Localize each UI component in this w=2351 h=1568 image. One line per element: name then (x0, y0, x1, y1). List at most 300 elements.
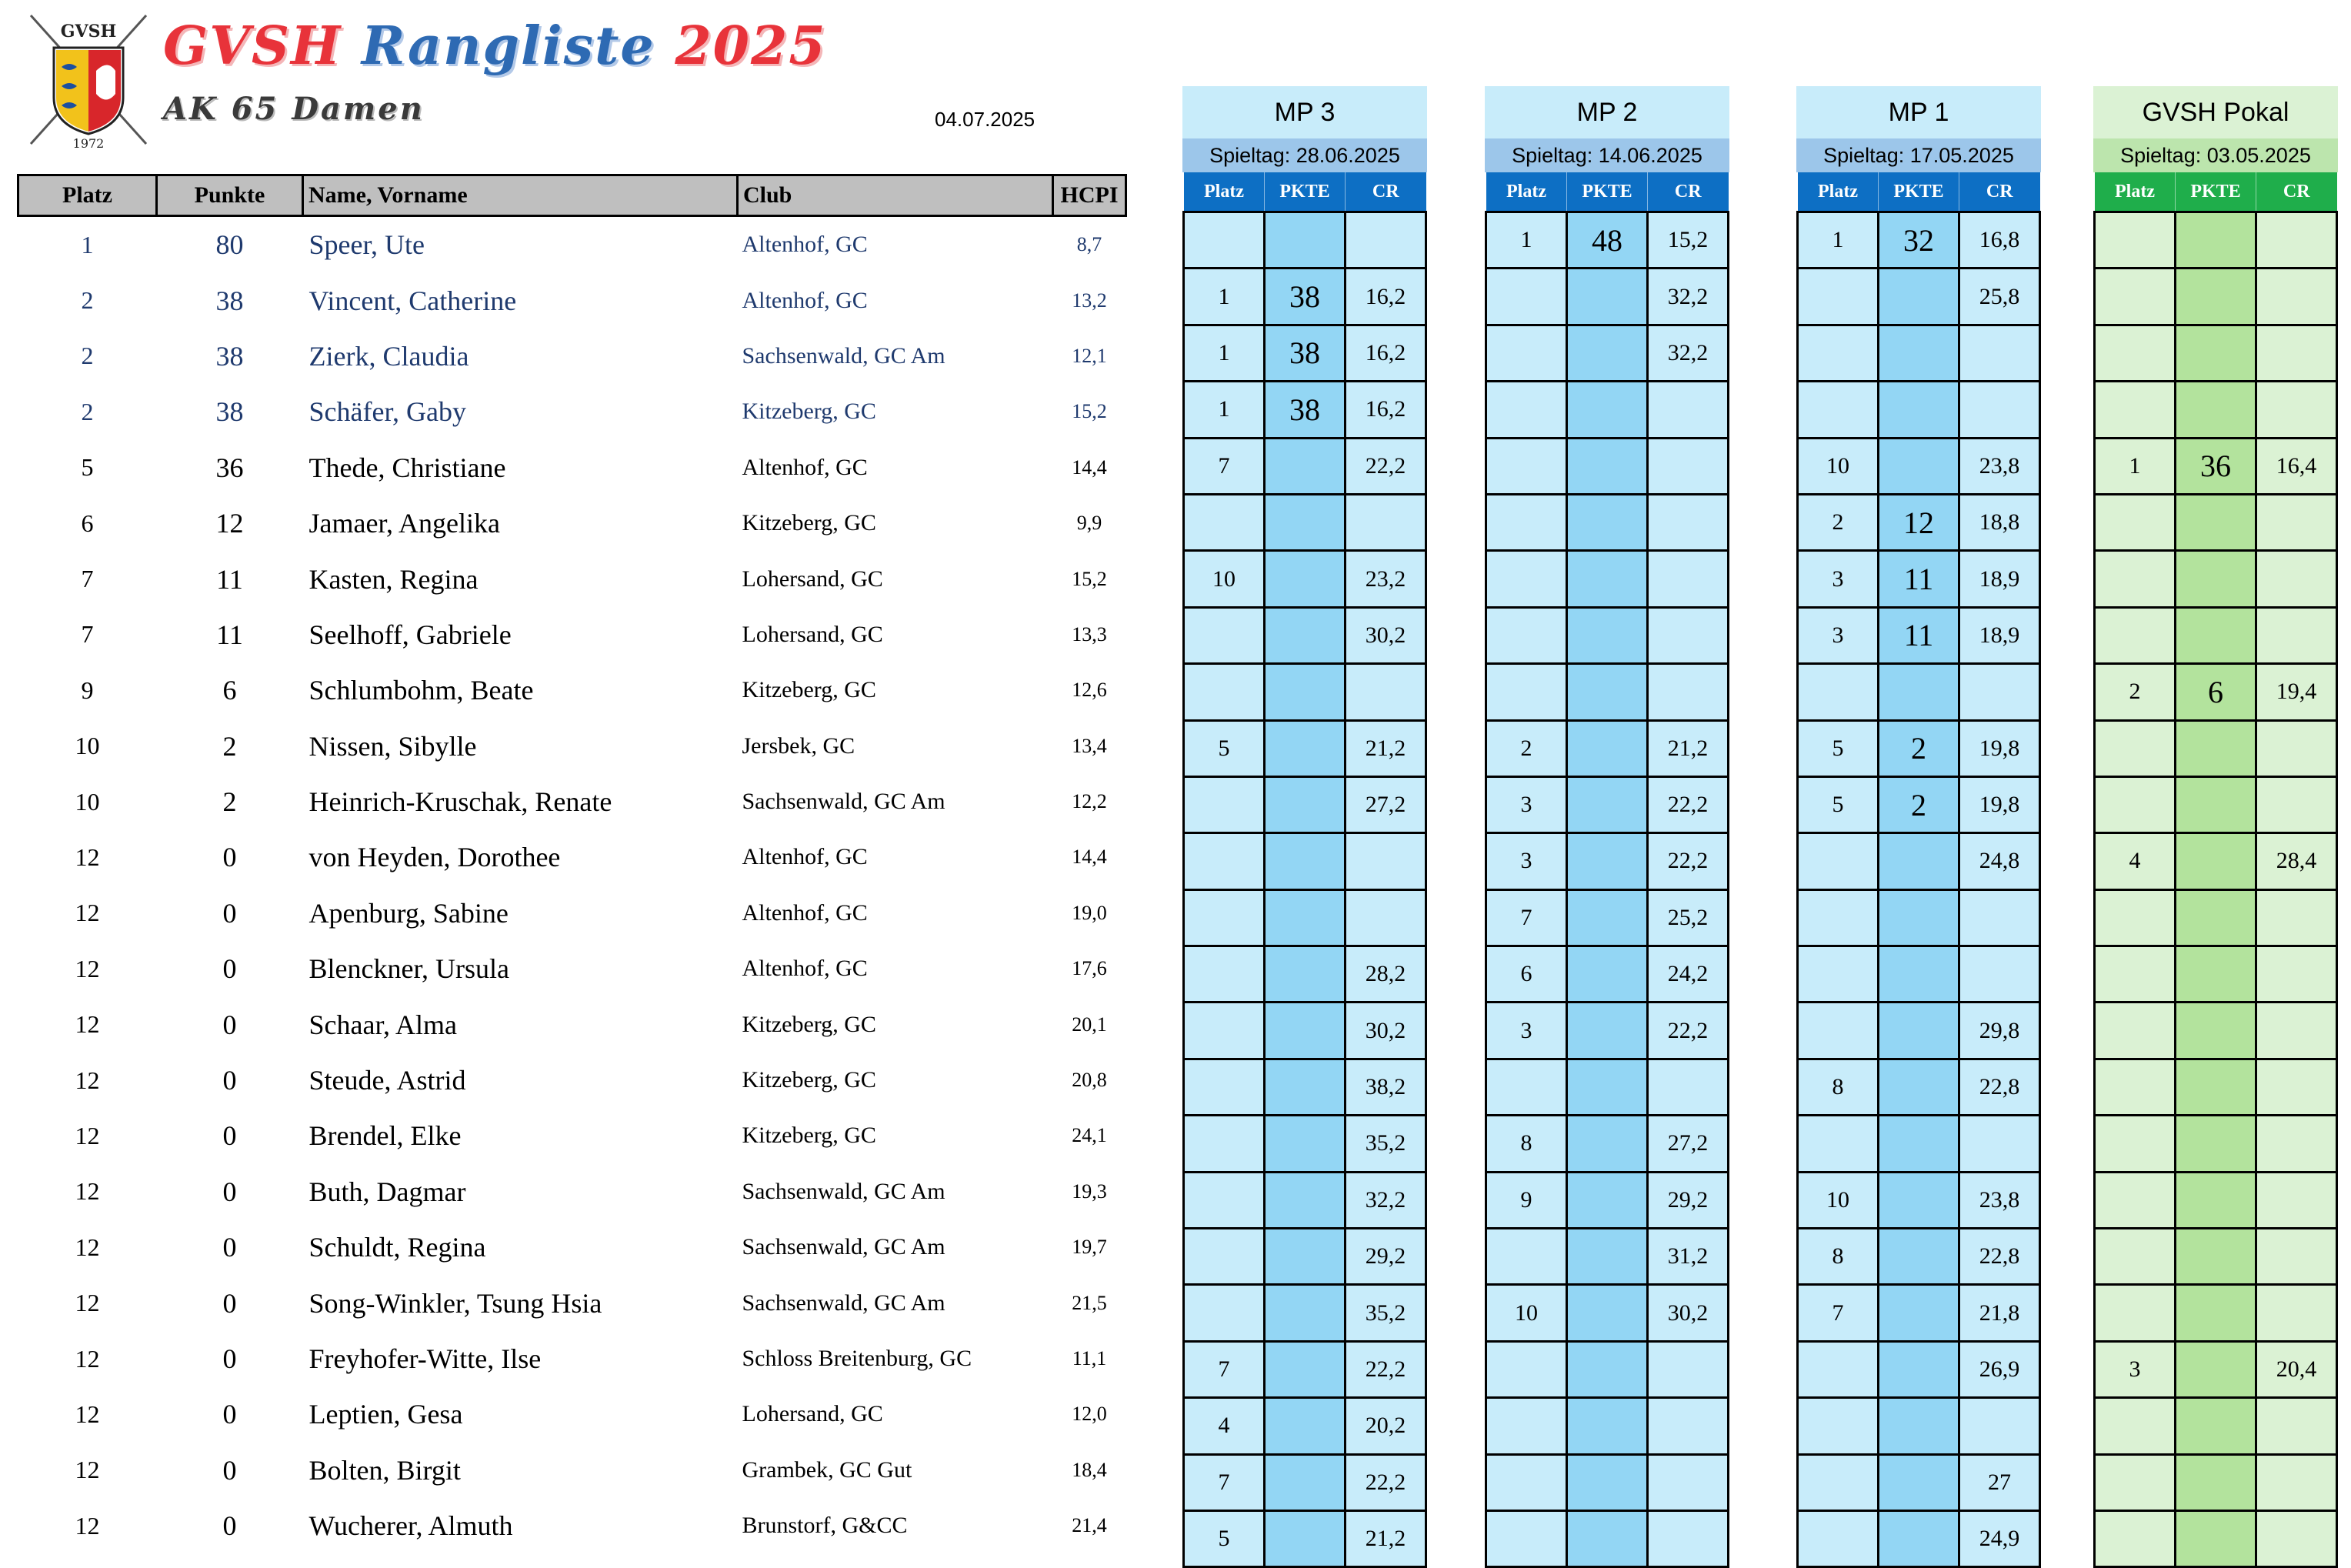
tournament-col-header-row (1184, 172, 1426, 212)
cell-cr (2256, 1454, 2337, 1510)
cell-cr (1959, 664, 2040, 720)
cell-cr: 18,9 (1959, 551, 2040, 607)
cell-pkte (1879, 325, 1959, 381)
cell-hcpi: 13,3 (1072, 622, 1107, 646)
cell-pkte (2176, 889, 2256, 946)
tournament-spieltag: Spieltag: 28.06.2025 (1182, 138, 1427, 172)
tournament-row (1184, 1003, 1426, 1059)
cell-pkte (2176, 1116, 2256, 1172)
cell-punkte: 0 (222, 1510, 237, 1542)
cell-pkte (1265, 946, 1346, 1003)
tournament-row (2095, 1285, 2337, 1341)
cell-name: Seelhoff, Gabriele (308, 619, 512, 650)
cell-platz: 2 (2095, 664, 2176, 720)
cell-pkte: 12 (1879, 494, 1959, 550)
cell-platz: 12 (75, 1121, 100, 1149)
cell-cr (2256, 382, 2337, 438)
cell-platz (1486, 1398, 1567, 1454)
ranking-row (18, 996, 1126, 1052)
tournament-spieltag: Spieltag: 14.06.2025 (1485, 138, 1729, 172)
tournament-row (2095, 889, 2337, 946)
cell-platz: 10 (1798, 438, 1879, 494)
cell-cr: 29,8 (1959, 1003, 2040, 1059)
cell-platz (1798, 1454, 1879, 1510)
cell-platz: 7 (1184, 438, 1265, 494)
cell-pkte (2176, 1454, 2256, 1510)
cell-pkte (1567, 1454, 1648, 1510)
cell-platz (1486, 1341, 1567, 1397)
tournament-row (1486, 664, 1729, 720)
cell-cr: 32,2 (1346, 1172, 1426, 1228)
tournament-row (1184, 1398, 1426, 1454)
cell-cr: 16,2 (1346, 269, 1426, 325)
cell-pkte (1265, 664, 1346, 720)
cell-platz (1798, 1510, 1879, 1566)
cell-punkte: 12 (215, 508, 244, 539)
cell-platz: 7 (81, 565, 94, 593)
ranking-row (18, 1219, 1126, 1275)
cell-pkte (2176, 1172, 2256, 1228)
cell-punkte: 0 (222, 1232, 237, 1263)
cell-platz (2095, 1510, 2176, 1566)
cell-name: Song-Winkler, Tsung Hsia (308, 1287, 602, 1319)
ranking-row (18, 216, 1126, 273)
page-subtitle: AK 65 Damen (163, 91, 425, 127)
cell-punkte: 0 (222, 842, 237, 873)
ranking-header-row (18, 175, 1126, 216)
cell-cr: 24,9 (1959, 1510, 2040, 1566)
cell-cr (1648, 1454, 1729, 1510)
cell-platz: 7 (1798, 1285, 1879, 1341)
cell-platz: 12 (75, 1177, 100, 1206)
cell-platz (2095, 1229, 2176, 1285)
cell-pkte: 11 (1879, 607, 1959, 663)
logo-text: GVSH (60, 22, 117, 42)
ranking-row (18, 551, 1126, 606)
cell-cr: 23,8 (1959, 1172, 2040, 1228)
col-header-cr: CR (2256, 172, 2337, 212)
cell-cr (2256, 1003, 2337, 1059)
cell-pkte (1567, 776, 1648, 832)
cell-cr: 31,2 (1648, 1229, 1729, 1285)
tournament-row (1486, 212, 1729, 269)
cell-pkte (1879, 1398, 1959, 1454)
cell-pkte (1265, 889, 1346, 946)
cell-club: Altenhof, GC (742, 287, 868, 313)
tournament-row (1486, 776, 1729, 832)
tournament-row (1486, 1341, 1729, 1397)
cell-cr (2256, 1116, 2337, 1172)
cell-pkte (1567, 1510, 1648, 1566)
col-header-cr: CR (1648, 172, 1729, 212)
cell-platz (1486, 382, 1567, 438)
tournament-row (2095, 1172, 2337, 1228)
tournament-row (1184, 438, 1426, 494)
tournament-row (2095, 946, 2337, 1003)
cell-pkte (2176, 1003, 2256, 1059)
cell-platz: 2 (81, 342, 94, 370)
cell-platz (1486, 494, 1567, 550)
cell-hcpi: 18,4 (1072, 1458, 1107, 1481)
tournament-row (1798, 1454, 2040, 1510)
cell-cr: 16,2 (1346, 325, 1426, 381)
cell-pkte (1567, 607, 1648, 663)
cell-name: Zierk, Claudia (308, 340, 469, 372)
cell-pkte (2176, 720, 2256, 776)
tournament-row (1486, 946, 1729, 1003)
cell-pkte (1879, 664, 1959, 720)
cell-platz: 2 (81, 397, 94, 425)
cell-pkte (1567, 664, 1648, 720)
cell-punkte: 0 (222, 953, 237, 985)
cell-pkte (2176, 1398, 2256, 1454)
tournament-row (1184, 889, 1426, 946)
col-header-pkte: PKTE (1265, 172, 1346, 212)
cell-pkte (1567, 1003, 1648, 1059)
col-header-platz: Platz (1798, 172, 1879, 212)
tournament-row (1486, 269, 1729, 325)
cell-cr (2256, 607, 2337, 663)
cell-pkte (1567, 438, 1648, 494)
ranking-row (18, 886, 1126, 941)
cell-platz: 10 (1184, 551, 1265, 607)
cell-platz (2095, 1285, 2176, 1341)
tournament-row (1486, 889, 1729, 946)
cell-cr: 28,2 (1346, 946, 1426, 1003)
cell-pkte: 38 (1265, 269, 1346, 325)
cell-platz: 12 (75, 1066, 100, 1094)
cell-pkte (2176, 833, 2256, 889)
cell-cr: 27,2 (1346, 776, 1426, 832)
cell-name: Schäfer, Gaby (308, 396, 466, 428)
tournament-row (1184, 269, 1426, 325)
cell-club: Altenhof, GC (742, 232, 868, 258)
cell-name: Heinrich-Kruschak, Renate (308, 786, 612, 818)
cell-pkte (1879, 269, 1959, 325)
cell-platz (1486, 664, 1567, 720)
cell-name: Bolten, Birgit (308, 1454, 461, 1486)
tournament-row (1486, 1398, 1729, 1454)
cell-pkte (2176, 494, 2256, 550)
cell-name: Apenburg, Sabine (308, 897, 509, 929)
tournament-row (1486, 720, 1729, 776)
tournament-row (1184, 1510, 1426, 1566)
cell-platz (1798, 1003, 1879, 1059)
cell-cr (1959, 889, 2040, 946)
cell-cr (2256, 325, 2337, 381)
cell-cr: 22,2 (1648, 833, 1729, 889)
cell-punkte: 38 (215, 285, 244, 316)
cell-platz (1486, 325, 1567, 381)
cell-pkte (1265, 776, 1346, 832)
cell-platz (1184, 1172, 1265, 1228)
col-header-pkte: PKTE (1567, 172, 1648, 212)
cell-pkte (1265, 1229, 1346, 1285)
cell-hcpi: 12,6 (1072, 679, 1107, 702)
cell-pkte (1879, 1285, 1959, 1341)
cell-pkte (2176, 382, 2256, 438)
cell-cr (2256, 946, 2337, 1003)
cell-punkte: 36 (215, 452, 244, 483)
cell-cr: 16,8 (1959, 212, 2040, 269)
tournament-name: MP 2 (1485, 86, 1729, 138)
ranking-row (18, 1108, 1126, 1163)
cell-pkte (1265, 212, 1346, 269)
cell-platz: 10 (75, 732, 100, 760)
tournament-row (1798, 1285, 2040, 1341)
title-part-year: 2025 (675, 15, 827, 77)
cell-hcpi: 15,2 (1072, 400, 1107, 423)
cell-pkte (1567, 325, 1648, 381)
cell-platz: 1 (2095, 438, 2176, 494)
cell-pkte (1879, 1341, 1959, 1397)
tournament-row (1184, 494, 1426, 550)
cell-platz: 12 (75, 842, 100, 871)
tournament-row (1486, 1510, 1729, 1566)
cell-punkte: 0 (222, 1176, 237, 1207)
tournament-row (1798, 1398, 2040, 1454)
tournament-row (2095, 1341, 2337, 1397)
cell-name: Brendel, Elke (308, 1120, 462, 1152)
tournament-row (1486, 438, 1729, 494)
tournament-row (1486, 551, 1729, 607)
cell-pkte (1567, 1172, 1648, 1228)
col-header-cr: CR (1346, 172, 1426, 212)
cell-name: Wucherer, Almuth (308, 1510, 513, 1542)
cell-platz (1798, 833, 1879, 889)
cell-name: Kasten, Regina (308, 563, 479, 595)
cell-hcpi: 21,5 (1072, 1291, 1107, 1314)
tournament-row (1184, 1454, 1426, 1510)
cell-cr (1346, 494, 1426, 550)
col-header-hcpi: HCPI (1053, 175, 1126, 216)
cell-pkte: 36 (2176, 438, 2256, 494)
cell-pkte (1879, 889, 1959, 946)
ranking-row (18, 440, 1126, 495)
cell-platz (1184, 776, 1265, 832)
tournament-results-table (1182, 172, 1427, 1568)
tournament-row (1798, 889, 2040, 946)
cell-pkte (1265, 551, 1346, 607)
tournament-row (2095, 269, 2337, 325)
cell-platz (2095, 382, 2176, 438)
cell-hcpi: 19,3 (1072, 1179, 1107, 1203)
ranking-row (18, 829, 1126, 885)
cell-pkte (2176, 1285, 2256, 1341)
cell-name: Steude, Astrid (308, 1065, 466, 1096)
cell-cr: 19,8 (1959, 776, 2040, 832)
cell-platz: 10 (1486, 1285, 1567, 1341)
tournament-panel-mp2 (1485, 86, 1729, 1568)
tournament-row (1184, 1059, 1426, 1115)
tournament-row (1184, 212, 1426, 269)
cell-cr: 20,4 (2256, 1341, 2337, 1397)
cell-pkte (1879, 382, 1959, 438)
cell-platz: 1 (1486, 212, 1567, 269)
cell-cr: 29,2 (1648, 1172, 1729, 1228)
tournament-row (1798, 494, 2040, 550)
cell-punkte: 0 (222, 1009, 237, 1040)
cell-platz (2095, 776, 2176, 832)
cell-punkte: 38 (215, 340, 244, 372)
cell-cr (1648, 382, 1729, 438)
cell-punkte: 0 (222, 1399, 237, 1430)
cell-platz: 10 (75, 787, 100, 816)
cell-platz (1798, 325, 1879, 381)
cell-platz: 1 (1798, 212, 1879, 269)
tournament-results-table (2093, 172, 2338, 1568)
logo-year: 1972 (72, 136, 105, 151)
cell-punkte: 2 (222, 786, 237, 818)
tournament-row (1798, 1172, 2040, 1228)
cell-platz: 8 (1798, 1229, 1879, 1285)
tournament-row (1184, 1341, 1426, 1397)
cell-cr (1346, 212, 1426, 269)
cell-platz: 3 (1486, 776, 1567, 832)
tournament-row (2095, 720, 2337, 776)
cell-platz: 1 (1184, 269, 1265, 325)
tournament-row (1798, 833, 2040, 889)
report-date: 04.07.2025 (935, 108, 1035, 131)
cell-cr: 27,2 (1648, 1116, 1729, 1172)
tournament-row (1184, 776, 1426, 832)
cell-cr: 23,8 (1959, 438, 2040, 494)
tournament-row (1798, 551, 2040, 607)
cell-cr (1959, 382, 2040, 438)
title-part-rangliste: Rangliste (361, 15, 655, 77)
cell-platz: 12 (75, 1400, 100, 1428)
cell-pkte (1265, 833, 1346, 889)
cell-platz (2095, 212, 2176, 269)
cell-cr: 22,2 (1648, 776, 1729, 832)
cell-platz: 5 (1184, 1510, 1265, 1566)
cell-pkte (1567, 494, 1648, 550)
ranking-row (18, 941, 1126, 996)
tournament-row (2095, 833, 2337, 889)
cell-cr: 19,4 (2256, 664, 2337, 720)
cell-platz (1486, 551, 1567, 607)
cell-pkte: 38 (1265, 325, 1346, 381)
cell-platz (1486, 438, 1567, 494)
ranking-row (18, 495, 1126, 551)
cell-platz: 7 (1184, 1341, 1265, 1397)
cell-pkte (1567, 382, 1648, 438)
cell-platz: 7 (1184, 1454, 1265, 1510)
cell-punkte: 0 (222, 1065, 237, 1096)
tournament-row (1486, 833, 1729, 889)
cell-cr: 16,4 (2256, 438, 2337, 494)
cell-pkte (2176, 551, 2256, 607)
cell-platz: 3 (2095, 1341, 2176, 1397)
cell-platz (1798, 1398, 1879, 1454)
tournament-results-table (1485, 172, 1729, 1568)
cell-cr: 38,2 (1346, 1059, 1426, 1115)
cell-platz (1184, 889, 1265, 946)
cell-platz: 12 (75, 1010, 100, 1039)
cell-cr (1346, 664, 1426, 720)
cell-cr: 35,2 (1346, 1285, 1426, 1341)
cell-cr (1959, 325, 2040, 381)
cell-pkte (1567, 1059, 1648, 1115)
cell-platz: 7 (1486, 889, 1567, 946)
tournament-row (1486, 1116, 1729, 1172)
tournament-row (1184, 833, 1426, 889)
cell-platz (1486, 1229, 1567, 1285)
cell-platz (1486, 1454, 1567, 1510)
cell-pkte (1879, 1510, 1959, 1566)
cell-pkte (2176, 946, 2256, 1003)
cell-pkte (1567, 720, 1648, 776)
cell-name: Blenckner, Ursula (308, 953, 509, 985)
cell-platz (1486, 269, 1567, 325)
tournament-row (1798, 1341, 2040, 1397)
ranking-row (18, 272, 1126, 328)
ranking-row (18, 1164, 1126, 1219)
tournament-row (2095, 607, 2337, 663)
cell-pkte (1879, 1059, 1959, 1115)
cell-platz: 1 (1184, 382, 1265, 438)
cell-pkte (1265, 1172, 1346, 1228)
cell-platz (1184, 212, 1265, 269)
cell-punkte: 0 (222, 1120, 237, 1152)
cell-pkte (1879, 833, 1959, 889)
cell-platz: 3 (1798, 607, 1879, 663)
cell-platz (1798, 889, 1879, 946)
ranking-table (17, 174, 1127, 1553)
ranking-row (18, 662, 1126, 718)
cell-club: Schloss Breitenburg, GC (742, 1346, 972, 1371)
cell-platz: 12 (75, 954, 100, 983)
cell-pkte (2176, 212, 2256, 269)
tournament-row (1798, 1059, 2040, 1115)
cell-club: Kitzeberg, GC (742, 399, 876, 425)
cell-cr: 21,8 (1959, 1285, 2040, 1341)
cell-cr: 22,2 (1346, 1341, 1426, 1397)
ranking-row (18, 1498, 1126, 1553)
ranking-row (18, 384, 1126, 439)
gvsh-logo (23, 9, 154, 152)
ranking-row (18, 607, 1126, 662)
cell-name: Schaar, Alma (308, 1009, 457, 1040)
ranking-row (18, 329, 1126, 384)
cell-hcpi: 15,2 (1072, 567, 1107, 590)
cell-cr (2256, 1510, 2337, 1566)
cell-platz (2095, 1116, 2176, 1172)
tournament-row (2095, 664, 2337, 720)
cell-hcpi: 11,1 (1072, 1347, 1107, 1369)
cell-cr (1648, 494, 1729, 550)
cell-hcpi: 21,4 (1072, 1514, 1107, 1537)
cell-pkte (1265, 438, 1346, 494)
cell-hcpi: 14,4 (1072, 455, 1107, 479)
tournament-row (1184, 1116, 1426, 1172)
tournament-row (2095, 1059, 2337, 1115)
cell-pkte (1879, 1003, 1959, 1059)
cell-platz: 12 (75, 1511, 100, 1540)
cell-cr (2256, 889, 2337, 946)
cell-cr (2256, 551, 2337, 607)
cell-punkte: 11 (216, 619, 243, 650)
cell-platz: 12 (75, 1233, 100, 1261)
tournament-col-header-row (1486, 172, 1729, 212)
page-title (163, 15, 827, 77)
cell-hcpi: 24,1 (1072, 1124, 1107, 1147)
cell-platz: 5 (81, 453, 94, 482)
cell-cr (2256, 720, 2337, 776)
cell-platz (2095, 494, 2176, 550)
tournament-row (1486, 1285, 1729, 1341)
cell-pkte (1265, 1398, 1346, 1454)
